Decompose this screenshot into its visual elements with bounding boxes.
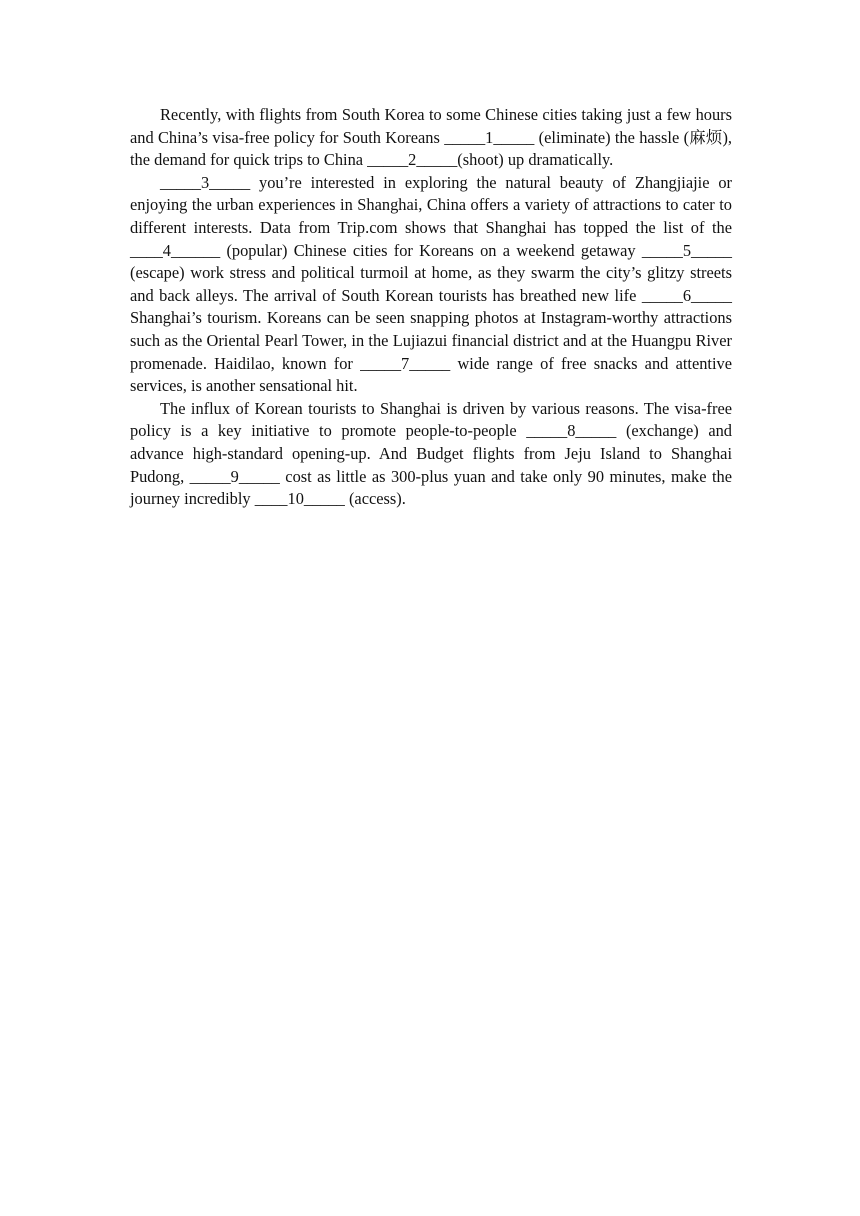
paragraph-2: _____3_____ you’re interested in exploring the natural beauty of Zhangjiajie or enjoying the urban experiences in Shanghai, China offers a variety of attractions to cater to different interests. Data from Trip.com shows that Shanghai has topped the list of the ____4______ (popular) Chinese cities for Koreans on a weekend getaway _____5_____ (escape) work stress and political turmoil at home, as they swarm the city’s glitzy streets and back alleys. The arrival of South Korean tourists has breathed new life _____6_____ Shanghai’s tourism. Koreans can be seen snapping photos at Instagram-worthy attractions such as the Oriental Pearl Tower, in the Lujiazui financial district and at the Huangpu River promenade. Haidilao, known for _____7_____ wide range of free snacks and attentive services, is another sensational hit. [130,172,732,396]
paragraph-1: Recently, with flights from South Korea to some Chinese cities taking just a few hours and China’s visa-free policy for South Koreans _____1_____ (eliminate) the hassle (麻烦), the demand for quick trips to China _____2_____(shoot) up dramatically. [130,105,732,170]
passage [130,104,732,511]
paragraph-3: The influx of Korean tourists to Shanghai is driven by various reasons. The visa-free policy is a key initiative to promote people-to-people _____8_____ (exchange) and advance high-standard opening-up. And Budget flights from Jeju Island to Shanghai Pudong, _____9_____ cost as little as 300-plus yuan and take only 90 minutes, make the journey incredibly ____10_____ (access). [130,398,732,509]
